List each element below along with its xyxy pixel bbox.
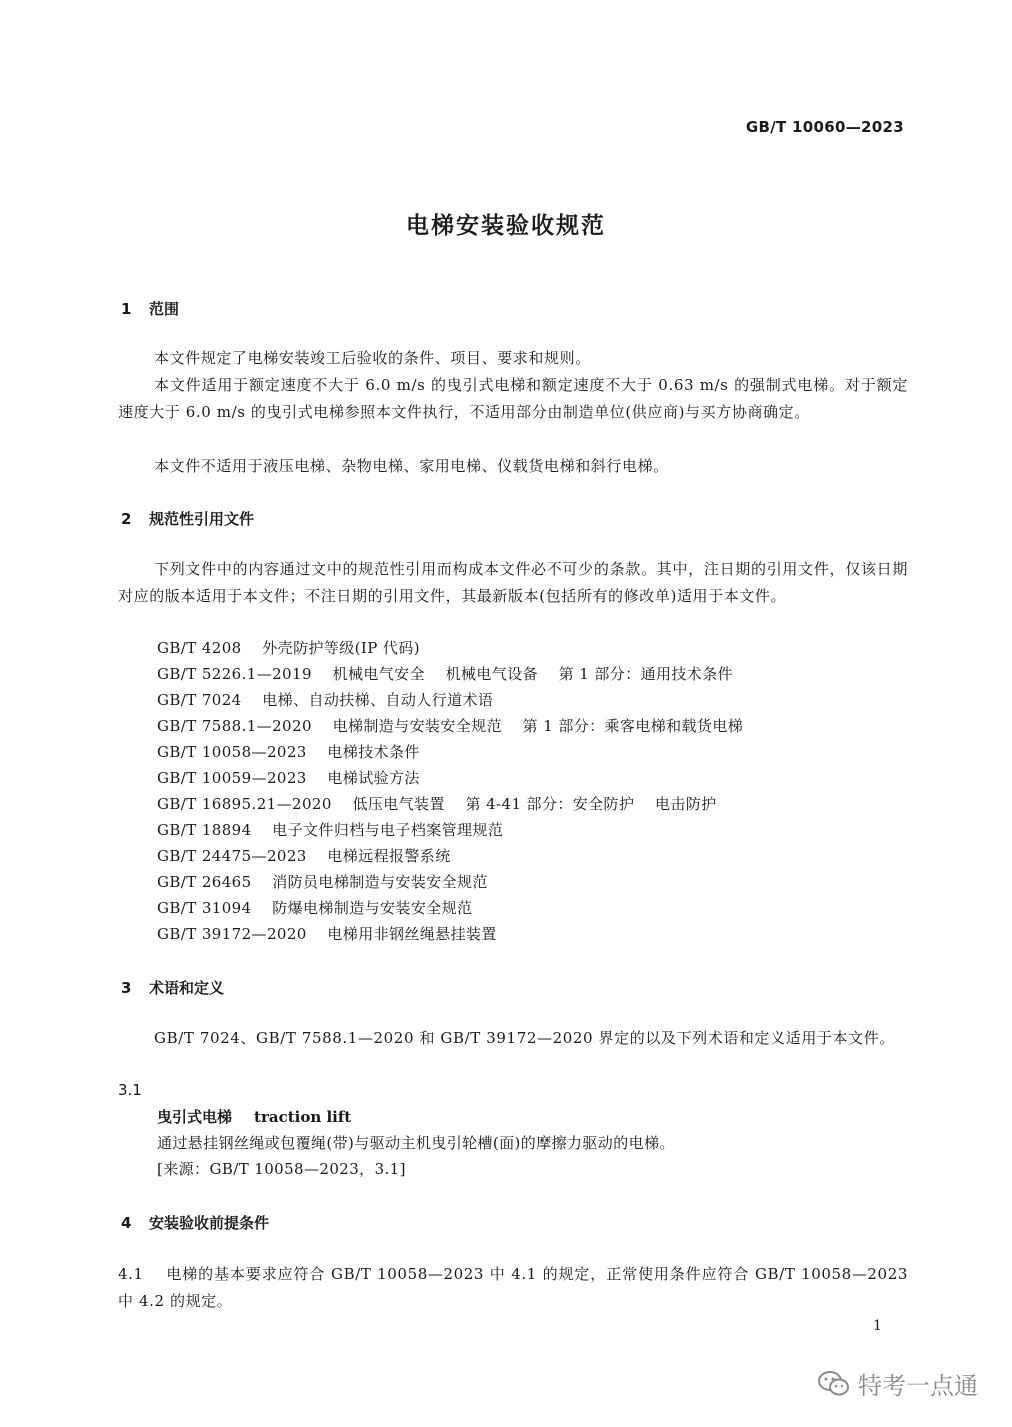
section-number: 3 [121,979,132,997]
term-chinese: 曳引式电梯 [157,1108,233,1126]
section-1-paragraph-1: 本文件规定了电梯安装竣工后验收的条件、项目、要求和规则。 [154,349,591,367]
section-3-heading [121,977,224,998]
watermark [818,1366,978,1401]
section-title: 术语和定义 [149,979,225,997]
subsection-number: 3.1 [118,1081,142,1099]
section-1-paragraph-2: 本文件适用于额定速度不大于 6.0 m/s 的曳引式电梯和额定速度不大于 0.63 m/s 的强制式电梯。对于额定速度大于 6.0 m/s 的曳引式电梯参照本文件执行，不适用部分由制造单位(供应商)与买方协商确定。 [118,376,908,421]
reference-item: GB/T 5226.1—2019 机械电气安全 机械电气设备 第 1 部分：通用技术条件 [157,665,733,683]
term-entry [157,1106,351,1127]
section-4-paragraph-1: 4.1 电梯的基本要求应符合 GB/T 10058—2023 中 4.1 的规定，正常使用条件应符合 GB/T 10058—2023 中 4.2 的规定。 [118,1265,914,1310]
term-english: traction lift [254,1108,352,1126]
reference-item: GB/T 7588.1—2020 电梯制造与安装安全规范 第 1 部分：乘客电梯和载货电梯 [157,717,744,735]
section-title: 规范性引用文件 [149,510,255,528]
reference-item: GB/T 4208 外壳防护等级(IP 代码) [157,639,420,657]
reference-item: GB/T 39172—2020 电梯用非钢丝绳悬挂装置 [157,925,497,943]
section-3-paragraph-1: GB/T 7024、GB/T 7588.1—2020 和 GB/T 39172—2020 界定的以及下列术语和定义适用于本文件。 [154,1029,895,1047]
reference-item: GB/T 10058—2023 电梯技术条件 [157,743,420,761]
watermark-text: 特考一点通 [858,1372,978,1400]
term-definition: 通过悬挂钢丝绳或包覆绳(带)与驱动主机曳引轮槽(面)的摩擦力驱动的电梯。 [157,1134,675,1152]
standard-number: GB/T 10060—2023 [745,118,904,136]
section-title: 安装验收前提条件 [149,1214,270,1232]
reference-item: GB/T 18894 电子文件归档与电子档案管理规范 [157,821,504,839]
reference-item: GB/T 16895.21—2020 低压电气装置 第 4-41 部分：安全防护 电击防护 [157,795,717,813]
document-title: 电梯安装验收规范 [406,213,606,239]
section-number: 1 [121,300,132,318]
reference-item: GB/T 7024 电梯、自动扶梯、自动人行道术语 [157,691,494,709]
section-1-paragraph-3: 本文件不适用于液压电梯、杂物电梯、家用电梯、仪载货电梯和斜行电梯。 [154,457,669,475]
reference-item: GB/T 31094 防爆电梯制造与安装安全规范 [157,899,473,917]
reference-item: GB/T 24475—2023 电梯远程报警系统 [157,847,451,865]
section-2-heading [121,508,254,529]
section-1-heading [121,298,179,319]
reference-item: GB/T 26465 消防员电梯制造与安装安全规范 [157,873,488,891]
section-4-heading [121,1212,269,1233]
page-number: 1 [873,1318,882,1334]
section-number: 2 [121,510,132,528]
section-number: 4 [121,1214,132,1232]
wechat-icon [818,1370,850,1398]
section-2-paragraph-1: 下列文件中的内容通过文中的规范性引用而构成本文件必不可少的条款。其中，注日期的引用文件，仅该日期对应的版本适用于本文件；不注日期的引用文件，其最新版本(包括所有的修改单)适用于本文件。 [118,560,908,605]
reference-item: GB/T 10059—2023 电梯试验方法 [157,769,420,787]
section-title: 范围 [149,300,180,318]
term-source: [来源：GB/T 10058—2023，3.1] [157,1160,406,1178]
